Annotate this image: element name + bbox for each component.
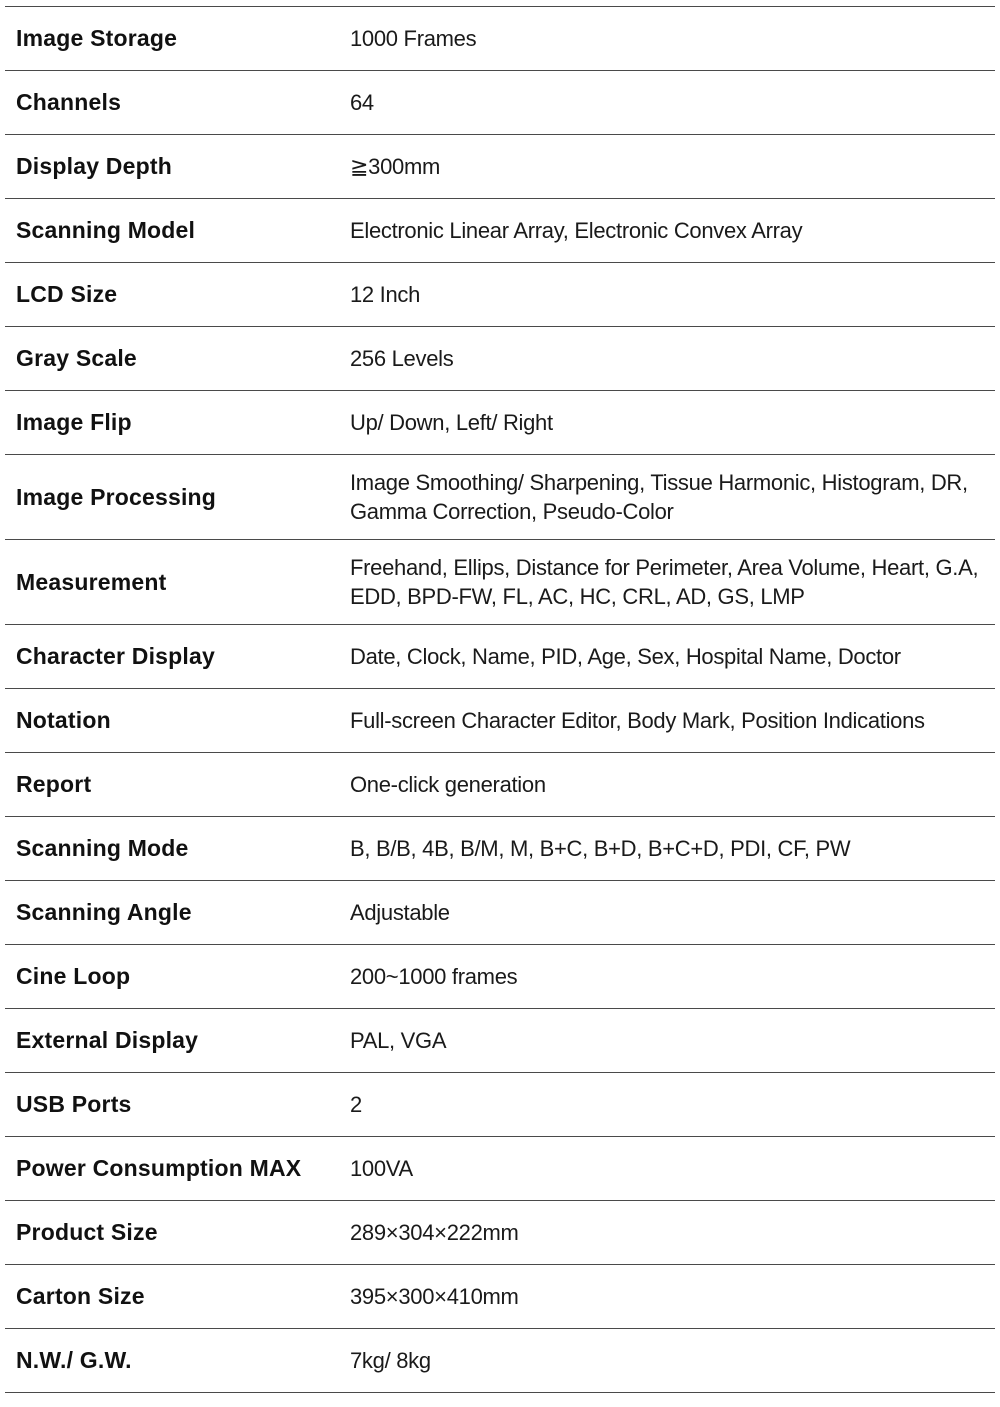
spec-value: Adjustable xyxy=(350,881,995,945)
spec-value: 289×304×222mm xyxy=(350,1201,995,1265)
spec-value: 100VA xyxy=(350,1137,995,1201)
table-row xyxy=(5,1137,995,1201)
table-row xyxy=(5,455,995,540)
table-row xyxy=(5,881,995,945)
table-row xyxy=(5,689,995,753)
table-row xyxy=(5,540,995,625)
spec-label: Product Size xyxy=(5,1201,350,1265)
table-row xyxy=(5,753,995,817)
spec-value: B, B/B, 4B, B/M, M, B+C, B+D, B+C+D, PDI, CF, PW xyxy=(350,817,995,881)
table-row xyxy=(5,7,995,71)
spec-value: PAL, VGA xyxy=(350,1009,995,1073)
table-row xyxy=(5,391,995,455)
spec-label: Scanning Model xyxy=(5,199,350,263)
spec-label: LCD Size xyxy=(5,263,350,327)
spec-value: 1000 Frames xyxy=(350,7,995,71)
spec-label: Image Flip xyxy=(5,391,350,455)
spec-label: Measurement xyxy=(5,540,350,625)
spec-value: 200~1000 frames xyxy=(350,945,995,1009)
spec-value: Electronic Linear Array, Electronic Convex Array xyxy=(350,199,995,263)
spec-label: Scanning Mode xyxy=(5,817,350,881)
spec-label: Cine Loop xyxy=(5,945,350,1009)
spec-value: 12 Inch xyxy=(350,263,995,327)
spec-value: Freehand, Ellips, Distance for Perimeter, Area Volume, Heart, G.A, EDD, BPD-FW, FL, AC, HC, CRL, AD, GS, LMP xyxy=(350,540,995,625)
table-row xyxy=(5,71,995,135)
spec-label: Gray Scale xyxy=(5,327,350,391)
spec-label: Scanning Angle xyxy=(5,881,350,945)
spec-label: N.W./ G.W. xyxy=(5,1329,350,1393)
table-row xyxy=(5,263,995,327)
table-row xyxy=(5,1329,995,1393)
table-row xyxy=(5,135,995,199)
table-row xyxy=(5,1073,995,1137)
table-row xyxy=(5,199,995,263)
spec-value: 64 xyxy=(350,71,995,135)
spec-label: Notation xyxy=(5,689,350,753)
table-row xyxy=(5,817,995,881)
table-row xyxy=(5,1265,995,1329)
spec-label: Image Storage xyxy=(5,7,350,71)
spec-value: 7kg/ 8kg xyxy=(350,1329,995,1393)
spec-value: 2 xyxy=(350,1073,995,1137)
spec-value: 395×300×410mm xyxy=(350,1265,995,1329)
spec-label: Report xyxy=(5,753,350,817)
specification-table xyxy=(5,6,995,1393)
spec-value: One-click generation xyxy=(350,753,995,817)
table-row xyxy=(5,1201,995,1265)
spec-label: Image Processing xyxy=(5,455,350,540)
table-row xyxy=(5,327,995,391)
spec-value: 256 Levels xyxy=(350,327,995,391)
spec-label: Channels xyxy=(5,71,350,135)
spec-value: Date, Clock, Name, PID, Age, Sex, Hospital Name, Doctor xyxy=(350,625,995,689)
spec-label: External Display xyxy=(5,1009,350,1073)
spec-label: USB Ports xyxy=(5,1073,350,1137)
spec-label: Display Depth xyxy=(5,135,350,199)
spec-label: Character Display xyxy=(5,625,350,689)
spec-value: Up/ Down, Left/ Right xyxy=(350,391,995,455)
table-row xyxy=(5,625,995,689)
spec-label: Power Consumption MAX xyxy=(5,1137,350,1201)
spec-label: Carton Size xyxy=(5,1265,350,1329)
spec-value: ≧300mm xyxy=(350,135,995,199)
table-row xyxy=(5,945,995,1009)
spec-value: Image Smoothing/ Sharpening, Tissue Harmonic, Histogram, DR, Gamma Correction, Pseudo-Color xyxy=(350,455,995,540)
spec-value: Full-screen Character Editor, Body Mark, Position Indications xyxy=(350,689,995,753)
table-row xyxy=(5,1009,995,1073)
